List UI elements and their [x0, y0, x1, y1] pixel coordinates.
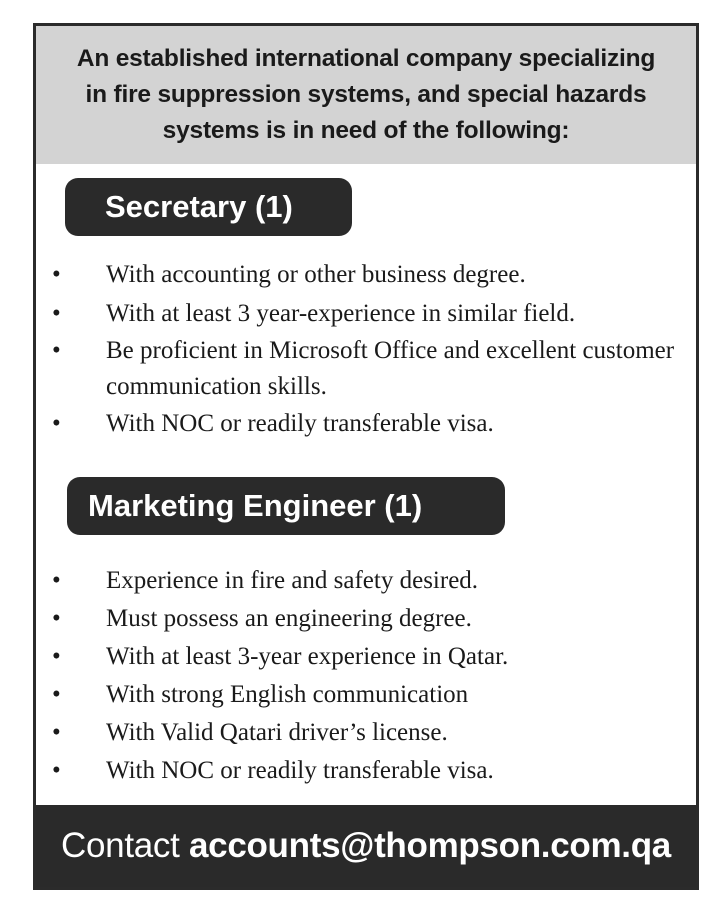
intro-line: systems is in need of the following:	[162, 117, 570, 144]
list-item	[36, 752, 686, 790]
marketing-engineer-requirements	[36, 562, 686, 790]
contact-label: Contact	[61, 826, 180, 865]
bullet-marker: •	[52, 719, 61, 746]
list-item	[36, 295, 686, 334]
list-item	[36, 333, 686, 405]
secretary-requirements	[36, 256, 686, 444]
list-item-text: Experience in fire and safety desired.	[106, 567, 479, 594]
list-item-text: With accounting or other business degree.	[106, 261, 526, 288]
list-item	[36, 405, 686, 444]
bullet-marker: •	[52, 643, 61, 670]
list-item	[36, 600, 686, 638]
bullet-marker: •	[52, 299, 61, 327]
intro-line: An established international company specializing	[76, 45, 656, 72]
list-item-text: With at least 3 year-experience in similar field.	[106, 299, 576, 327]
bullet-marker: •	[52, 757, 61, 784]
job-advertisement	[33, 23, 699, 890]
list-item	[36, 562, 686, 600]
bullet-marker: •	[52, 605, 61, 632]
list-item	[36, 638, 686, 676]
list-item	[36, 256, 686, 295]
company-intro	[36, 26, 696, 164]
list-item	[36, 714, 686, 752]
list-item-text: With strong English communication	[106, 681, 469, 708]
bullet-marker: •	[52, 337, 61, 364]
list-item	[36, 676, 686, 714]
bullet-marker: •	[52, 410, 61, 437]
list-item-text: With NOC or readily transferable visa.	[106, 757, 494, 784]
list-item-text: With at least 3-year experience in Qatar.	[106, 643, 509, 670]
bullet-marker: •	[52, 567, 61, 594]
section-title-marketing-engineer: Marketing Engineer (1)	[67, 477, 505, 535]
list-item-text: Be proficient in Microsoft Office and excellent customer communication skills.	[106, 337, 675, 400]
section-title-secretary: Secretary (1)	[65, 178, 352, 236]
list-item-text: With NOC or readily transferable visa.	[106, 410, 494, 437]
bullet-marker: •	[52, 261, 61, 288]
bullet-marker: •	[52, 681, 61, 708]
contact-email[interactable]: accounts@thompson.com.qa	[188, 826, 671, 865]
list-item-text: Must possess an engineering degree.	[106, 605, 472, 632]
contact-footer	[36, 805, 696, 887]
intro-line: in fire suppression systems, and special hazards	[85, 81, 647, 108]
list-item-text: With Valid Qatari driver’s license.	[106, 719, 448, 746]
